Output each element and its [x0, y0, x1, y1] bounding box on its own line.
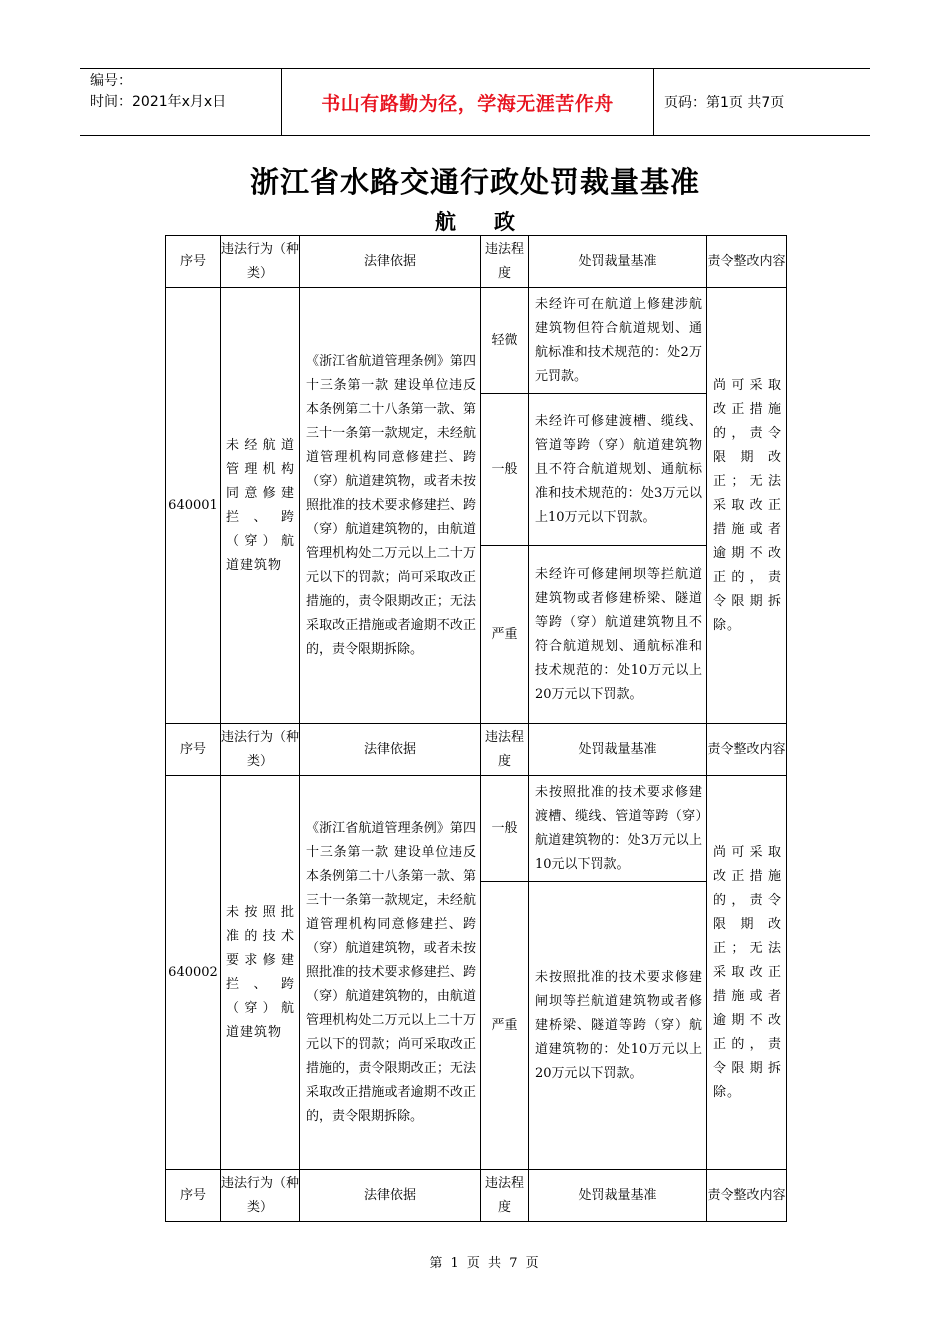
row-standard: 未经许可修建闸坝等拦航道建筑物或者修建桥梁、隧道等跨（穿）航道建筑物且不符合航道规划、通航标准和技术规范的：处10万元以上20万元以下罚款。 — [529, 546, 707, 724]
table-header-row — [166, 724, 787, 776]
table-header-row — [166, 1170, 787, 1222]
row-standard: 未经许可修建渡槽、缆线、管道等跨（穿）航道建筑物且不符合航道规划、通航标准和技术规范的：处3万元以上10万元以下罚款。 — [529, 394, 707, 546]
col-header-standard: 处罚裁量基准 — [529, 236, 707, 288]
col-header-degree: 违法程度 — [481, 236, 529, 288]
penalty-table — [165, 235, 787, 1222]
row-index: 640002 — [166, 776, 221, 1170]
row-standard: 未经许可在航道上修建涉航建筑物但符合航道规划、通航标准和技术规范的：处2万元罚款。 — [529, 288, 707, 394]
row-fix-content: 尚可采取改正措施的，责令限期改正；无法采取改正措施或者逾期不改正的，责令限期拆除。 — [707, 776, 787, 1170]
row-legal-basis: 《浙江省航道管理条例》第四十三条第一款 建设单位违反本条例第二十八条第一款、第三十一条第一款规定，未经航道管理机构同意修建拦、跨（穿）航道建筑物，或者未按照批准的技术要求修建拦、跨（穿）航道建筑物的，由航道管理机构处二万元以上二十万元以下的罚款；尚可采取改正措施的，责令限期改正；无法采取改正措施或者逾期不改正的，责令限期拆除。 — [300, 288, 481, 724]
col-header-index: 序号 — [166, 236, 221, 288]
col-header-standard: 处罚裁量基准 — [529, 724, 707, 776]
row-degree: 严重 — [481, 882, 529, 1170]
row-standard: 未按照批准的技术要求修建渡槽、缆线、管道等跨（穿）航道建筑物的：处3万元以上10元以下罚款。 — [529, 776, 707, 882]
page-footer: 第 1 页 共 7 页 — [429, 1256, 541, 1271]
row-fix-content: 尚可采取改正措施的，责令限期改正；无法采取改正措施或者逾期不改正的，责令限期拆除。 — [707, 288, 787, 724]
col-header-act: 违法行为（种类） — [221, 1170, 300, 1222]
header-meta — [80, 69, 282, 135]
section-subtitle: 航政 — [435, 209, 553, 234]
col-header-index: 序号 — [166, 724, 221, 776]
col-header-fix: 责令整改内容 — [707, 236, 787, 288]
document-title: 浙江省水路交通行政处罚裁量基准 — [249, 165, 700, 199]
row-degree: 一般 — [481, 394, 529, 546]
col-header-degree: 违法程度 — [481, 724, 529, 776]
row-degree: 一般 — [481, 776, 529, 882]
col-header-law: 法律依据 — [300, 236, 481, 288]
col-header-standard: 处罚裁量基准 — [529, 1170, 707, 1222]
row-legal-basis: 《浙江省航道管理条例》第四十三条第一款 建设单位违反本条例第二十八条第一款、第三十一条第一款规定，未经航道管理机构同意修建拦、跨（穿）航道建筑物，或者未按照批准的技术要求修建拦、跨（穿）航道建筑物的，由航道管理机构处二万元以上二十万元以下的罚款；尚可采取改正措施的，责令限期改正；无法采取改正措施或者逾期不改正的，责令限期拆除。 — [300, 776, 481, 1170]
row-violation-act: 未经航道管理机构同意修建拦、跨（穿）航道建筑物 — [221, 288, 300, 724]
document-number-label: 编号： — [90, 73, 132, 89]
col-header-law: 法律依据 — [300, 1170, 481, 1222]
row-degree: 轻微 — [481, 288, 529, 394]
col-header-act: 违法行为（种类） — [221, 236, 300, 288]
table-row — [166, 776, 787, 882]
col-header-law: 法律依据 — [300, 724, 481, 776]
row-violation-act: 未按照批准的技术要求修建拦、跨（穿）航道建筑物 — [221, 776, 300, 1170]
document-time-label: 时间：2021年x月x日 — [90, 94, 227, 110]
col-header-index: 序号 — [166, 1170, 221, 1222]
col-header-degree: 违法程度 — [481, 1170, 529, 1222]
table-row — [166, 288, 787, 394]
col-header-fix: 责令整改内容 — [707, 724, 787, 776]
header-page-label: 页码：第1页 共7页 — [664, 95, 785, 111]
row-standard: 未按照批准的技术要求修建闸坝等拦航道建筑物或者修建桥梁、隧道等跨（穿）航道建筑物的：处10万元以上20万元以下罚款。 — [529, 882, 707, 1170]
table-header-row — [166, 236, 787, 288]
page-header — [80, 68, 870, 136]
header-motto: 书山有路勤为径，学海无涯苦作舟 — [282, 69, 654, 135]
col-header-act: 违法行为（种类） — [221, 724, 300, 776]
row-degree: 严重 — [481, 546, 529, 724]
row-index: 640001 — [166, 288, 221, 724]
col-header-fix: 责令整改内容 — [707, 1170, 787, 1222]
